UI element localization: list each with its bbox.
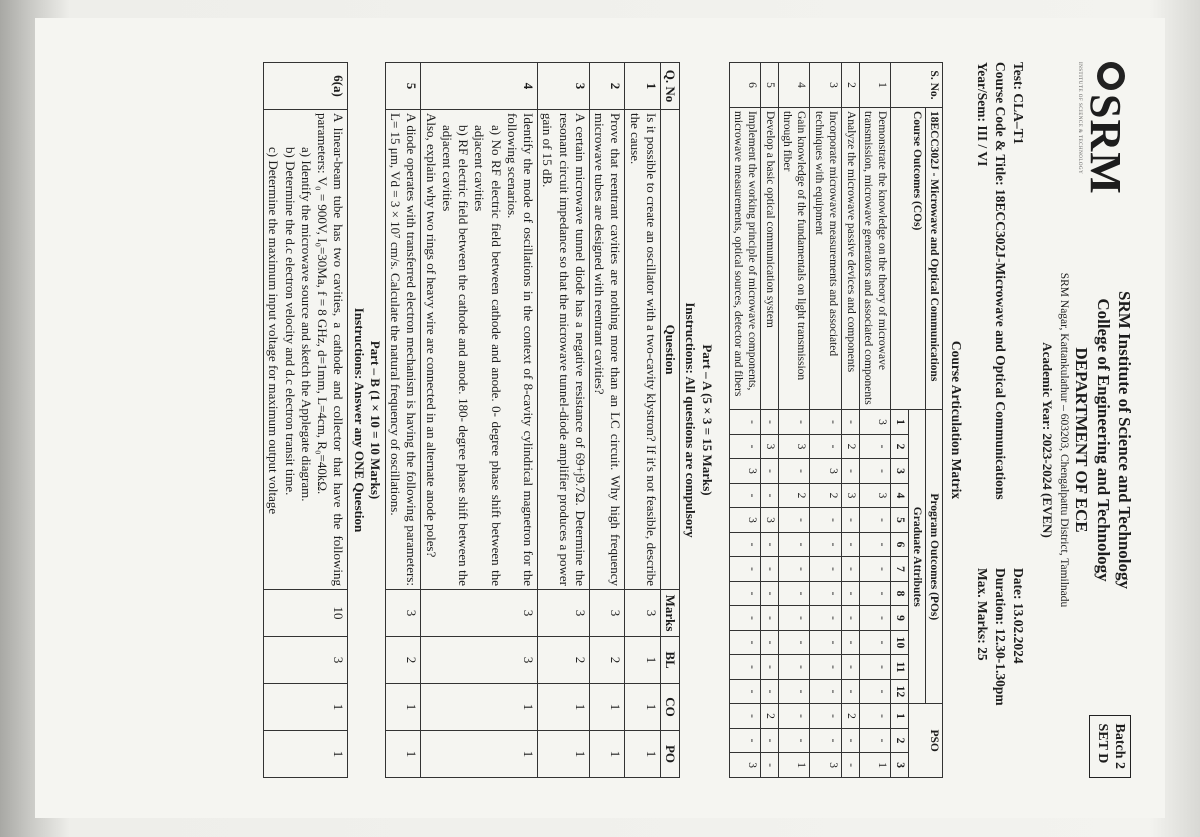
co-cell: 1 (589, 684, 625, 731)
question-row (589, 63, 625, 778)
department-name: DEPARTMENT OF ECE (1072, 347, 1092, 533)
cam-value: - (778, 532, 810, 557)
cam-row (842, 63, 859, 778)
cam-value: - (842, 606, 859, 631)
cam-row (778, 63, 810, 778)
cam-value: - (842, 655, 859, 680)
ga-header: Graduate Attributes (908, 410, 925, 704)
cam-value: - (761, 410, 778, 435)
cam-value: - (842, 753, 859, 778)
question-number: 1 (625, 63, 661, 110)
pso-number-header: 2 (891, 728, 908, 753)
cam-value: - (859, 532, 891, 557)
question-text (385, 110, 421, 590)
pso-number-header: 3 (891, 753, 908, 778)
part-b-table (263, 62, 348, 778)
part-b-instructions: Instructions: Answer any ONE Question (351, 307, 367, 533)
question-row (385, 63, 421, 778)
cam-sno: 3 (810, 63, 842, 108)
cam-value: - (842, 728, 859, 753)
course-outcome-text: Analyze the microwave passive devices and components (842, 107, 859, 409)
part-a-col-header: PO (660, 731, 679, 778)
academic-year: Academic Year: 2023-2024 (EVEN) (1039, 342, 1055, 538)
course-outcome-text: Incorporate microwave measurements and associated techniques with equipment (810, 107, 842, 409)
cam-value: 2 (778, 483, 810, 508)
question-line: Prove that reentrant cavities are nothing more than an LC circuit. Why high frequency microwave tubes are designed with reentrant cavities? (592, 113, 624, 586)
question-row-6a (264, 63, 348, 778)
cam-sno: 6 (729, 63, 761, 108)
cam-value: 3 (729, 753, 761, 778)
cam-value: - (842, 410, 859, 435)
cam-value: - (859, 459, 891, 484)
cam-value: - (859, 704, 891, 729)
bl-cell: 2 (385, 637, 421, 684)
co-cell: 1 (421, 684, 538, 731)
sub-question-c: c) Determine the maximum input voltage for maximum output voltage (266, 147, 282, 515)
course-articulation-matrix (729, 62, 944, 778)
cam-value: - (729, 630, 761, 655)
sub-question-b: b) Determine the d.c electron velocity and d.c electron transit time. (282, 147, 298, 496)
part-b-title: Part – B (1 × 10 = 10 Marks) (367, 340, 383, 500)
part-a-col-header: Question (660, 110, 679, 590)
bl-cell: 2 (538, 637, 590, 684)
cam-value: - (778, 728, 810, 753)
cam-value: - (842, 508, 859, 533)
cam-value: - (810, 704, 842, 729)
bl-cell: 2 (589, 637, 625, 684)
exam-date: Date: 13.02.2024 (1011, 568, 1026, 664)
po-number-header: 9 (891, 606, 908, 631)
cam-value: 2 (810, 483, 842, 508)
cam-value: - (729, 728, 761, 753)
sno-header: S. No. (891, 63, 943, 108)
po-number-header: 4 (891, 483, 908, 508)
logo-text: SRM (1081, 94, 1130, 195)
cam-value: - (778, 581, 810, 606)
cam-value: - (778, 410, 810, 435)
sub-question: a) No RF electric field between cathode and anode. 0- degree phase shift between the adjacent cavities (472, 125, 504, 586)
marks-cell: 3 (421, 590, 538, 637)
po-cell: 1 (538, 731, 590, 778)
cam-value: 3 (810, 459, 842, 484)
po-number-header: 2 (891, 434, 908, 459)
course-outcome-text: Demonstrate the knowledge on the theory of microwave transmission, microwave generators and associated components (859, 107, 891, 409)
cam-value: - (761, 753, 778, 778)
cam-value: - (761, 630, 778, 655)
cam-row (859, 63, 891, 778)
cam-row (810, 63, 842, 778)
cam-value: - (729, 557, 761, 582)
co-cell: 1 (385, 684, 421, 731)
cam-value: - (842, 581, 859, 606)
cam-row (729, 63, 761, 778)
question-text (625, 110, 661, 590)
cam-value: - (810, 630, 842, 655)
question-text (589, 110, 625, 590)
cam-value: - (761, 483, 778, 508)
cam-value: - (859, 508, 891, 533)
cam-value: 2 (761, 704, 778, 729)
cam-value: - (810, 410, 842, 435)
po-cell: 1 (264, 731, 348, 778)
max-marks: Max. Marks: 25 (974, 568, 990, 661)
pso-header: PSO (908, 704, 943, 778)
cam-value: - (842, 532, 859, 557)
question-number: 6(a) (264, 63, 348, 110)
part-a-instructions: Instructions: All questions are compulsory (683, 302, 699, 538)
cam-value: - (810, 557, 842, 582)
cam-value: - (810, 728, 842, 753)
cam-body (729, 63, 891, 778)
cam-sno: 1 (859, 63, 891, 108)
question-extra: Also, explain why two rings of heavy wire are connected in an alternate anode poles? (423, 113, 439, 558)
header (1031, 62, 1135, 778)
question-text (264, 110, 348, 590)
marks-cell: 3 (625, 590, 661, 637)
co-cell: 1 (538, 684, 590, 731)
batch-label: Batch 2 (1112, 723, 1127, 769)
po-number-header: 3 (891, 459, 908, 484)
question-line: Is it possible to create an oscillator with a two-cavity klystron? If it's not feasible, describe the cause. (627, 113, 659, 586)
college-name: College of Engineering and Technology (1093, 298, 1113, 582)
cam-value: - (859, 606, 891, 631)
part-a-col-header: Marks (660, 590, 679, 637)
cam-value: - (729, 704, 761, 729)
cam-value: - (810, 606, 842, 631)
cam-value: - (761, 655, 778, 680)
cam-value: 2 (842, 704, 859, 729)
question-line: A diode operates with transferred electron mechanism is having the following parameters: L= 15 μm, Vd = 3 × 10⁷ cm/s. Calculate the natural frequency of oscillations. (388, 113, 420, 586)
cam-value: - (778, 606, 810, 631)
cam-value: 3 (761, 434, 778, 459)
cam-value: 3 (842, 483, 859, 508)
po-group-header: Program Outcomes (POs) (926, 410, 943, 704)
po-cell: 1 (421, 731, 538, 778)
cam-value: - (810, 508, 842, 533)
question-row (538, 63, 590, 778)
cam-value: 3 (859, 483, 891, 508)
cam-value: 1 (859, 753, 891, 778)
course-outcome-text: Implement the working principle of microwave components, microwave measurements, optical sources, detector and fibers (729, 107, 761, 409)
exam-duration: Duration: 12.30-1.30pm (992, 568, 1008, 706)
sub-question: b) RF electric field between the cathode and anode. 180- degree phase shift between the adjacent cavities (439, 125, 472, 586)
po-number-header: 11 (891, 655, 908, 680)
cam-value: 3 (761, 508, 778, 533)
course-outcome-text: Gain knowledge of the fundamentals on light transmission through fiber (778, 107, 810, 409)
cam-value: - (729, 679, 761, 704)
batch-box (1089, 715, 1131, 779)
bl-cell: 3 (264, 637, 348, 684)
question-number: 3 (538, 63, 590, 110)
bl-cell: 1 (625, 637, 661, 684)
cam-value: - (859, 434, 891, 459)
part-a-col-header: BL (660, 637, 679, 684)
cam-value: - (778, 704, 810, 729)
cam-sno: 5 (761, 63, 778, 108)
part-a-header-row (660, 63, 679, 778)
cam-value: - (729, 606, 761, 631)
part-a-table (385, 62, 680, 778)
cam-value: 3 (729, 459, 761, 484)
course-outcome-text: Develop a basic optical communication system (761, 107, 778, 409)
logo-tagline: INSTITUTE OF SCIENCE & TECHNOLOGY (1077, 62, 1082, 175)
po-cell: 1 (385, 731, 421, 778)
part-a-col-header: Q. No (660, 63, 679, 110)
course-header: 18ECC302J - Microwave and Optical Communications (926, 107, 943, 409)
po-number-header: 1 (891, 410, 908, 435)
cam-value: - (729, 410, 761, 435)
question-number: 5 (385, 63, 421, 110)
po-number-header: 7 (891, 557, 908, 582)
cam-value: - (778, 679, 810, 704)
po-number-header: 5 (891, 508, 908, 533)
cam-value: - (761, 581, 778, 606)
cam-value: - (778, 508, 810, 533)
srm-logo (1076, 62, 1133, 212)
cam-value: - (761, 459, 778, 484)
test-name: Test: CLA–T1 (1011, 62, 1026, 145)
co-header: Course Outcomes (COs) (891, 107, 926, 409)
cam-value: - (859, 655, 891, 680)
course-title: Course Code & Title: 18ECC302J-Microwave and Optical Communications (992, 62, 1008, 500)
cam-row (761, 63, 778, 778)
cam-value: - (859, 728, 891, 753)
cam-title: Course Articulation Matrix (949, 340, 965, 500)
marks-cell: 3 (589, 590, 625, 637)
part-a-title: Part – A (5 × 3 = 15 Marks) (699, 344, 715, 496)
cam-value: - (729, 434, 761, 459)
cam-value: - (761, 606, 778, 631)
cam-value: - (729, 655, 761, 680)
part-a-col-header: CO (660, 684, 679, 731)
cam-value: - (761, 728, 778, 753)
cam-value: - (761, 557, 778, 582)
po-number-header: 10 (891, 630, 908, 655)
logo-circle-icon (1097, 62, 1125, 90)
cam-value: - (859, 581, 891, 606)
question-row (421, 63, 538, 778)
cam-value: - (810, 655, 842, 680)
institute-name: SRM Institute of Science and Technology (1115, 291, 1134, 589)
question-number: 4 (421, 63, 538, 110)
cam-value: - (761, 532, 778, 557)
cam-value: - (842, 679, 859, 704)
question-paper (35, 18, 1165, 818)
question-line: A certain microwave tunnel diode has a negative resistance of 69+j9.7Ω. Determine the resonant circuit impedance so that the microwave tunnel-diode amplifier produces a power gain of 15 dB. (540, 113, 588, 586)
cam-value: - (778, 459, 810, 484)
question-stem: A linear-beam tube has two cavities, a cathode and collector that have the following parameters: V₀ = 900V, I₀=30Ma, f = 8 GHz, d=1mm, L=4cm, R₀=40kΩ. (315, 113, 347, 586)
cam-value: 3 (778, 434, 810, 459)
co-cell: 1 (625, 684, 661, 731)
question-text (538, 110, 590, 590)
po-cell: 1 (589, 731, 625, 778)
cam-value: - (778, 557, 810, 582)
bl-cell: 3 (421, 637, 538, 684)
pso-number-header: 1 (891, 704, 908, 729)
cam-value: 1 (778, 753, 810, 778)
set-label: SET D (1095, 723, 1111, 764)
question-line: Identify the mode of oscillations in the context of 8-cavity cylindrical magnetron for the following scenarios. (504, 113, 537, 586)
cam-value: - (842, 630, 859, 655)
marks-cell: 10 (264, 590, 348, 637)
cam-value: - (761, 679, 778, 704)
cam-value: - (810, 434, 842, 459)
question-text (421, 110, 538, 590)
po-number-header: 12 (891, 679, 908, 704)
question-number: 2 (589, 63, 625, 110)
year-sem: Year/Sem: III / VI (974, 62, 990, 167)
po-cell: 1 (625, 731, 661, 778)
cam-value: - (778, 630, 810, 655)
marks-cell: 3 (538, 590, 590, 637)
po-number-header: 8 (891, 581, 908, 606)
cam-value: - (729, 581, 761, 606)
marks-cell: 3 (385, 590, 421, 637)
cam-value: 3 (859, 410, 891, 435)
cam-value: - (859, 679, 891, 704)
cam-value: 2 (842, 434, 859, 459)
institute-address: SRM Nagar, Kattankulathur – 603203, Chengalpattu District, Tamilnadu (1058, 272, 1071, 608)
cam-value: - (810, 679, 842, 704)
cam-value: - (842, 459, 859, 484)
cam-value: - (729, 532, 761, 557)
cam-sno: 4 (778, 63, 810, 108)
cam-value: - (778, 655, 810, 680)
part-a-body (385, 63, 660, 778)
question-row (625, 63, 661, 778)
cam-sno: 2 (842, 63, 859, 108)
sub-question-a: a) Identify the microwave source and sketch the Applegate diagram. (298, 147, 314, 502)
cam-value: 3 (810, 753, 842, 778)
po-number-header: 6 (891, 532, 908, 557)
cam-value: - (859, 630, 891, 655)
co-cell: 1 (264, 684, 348, 731)
cam-value: - (810, 532, 842, 557)
exam-meta (972, 62, 1027, 778)
cam-value: 3 (729, 508, 761, 533)
cam-value: - (810, 581, 842, 606)
cam-value: - (842, 557, 859, 582)
cam-value: - (729, 483, 761, 508)
cam-value: - (859, 557, 891, 582)
